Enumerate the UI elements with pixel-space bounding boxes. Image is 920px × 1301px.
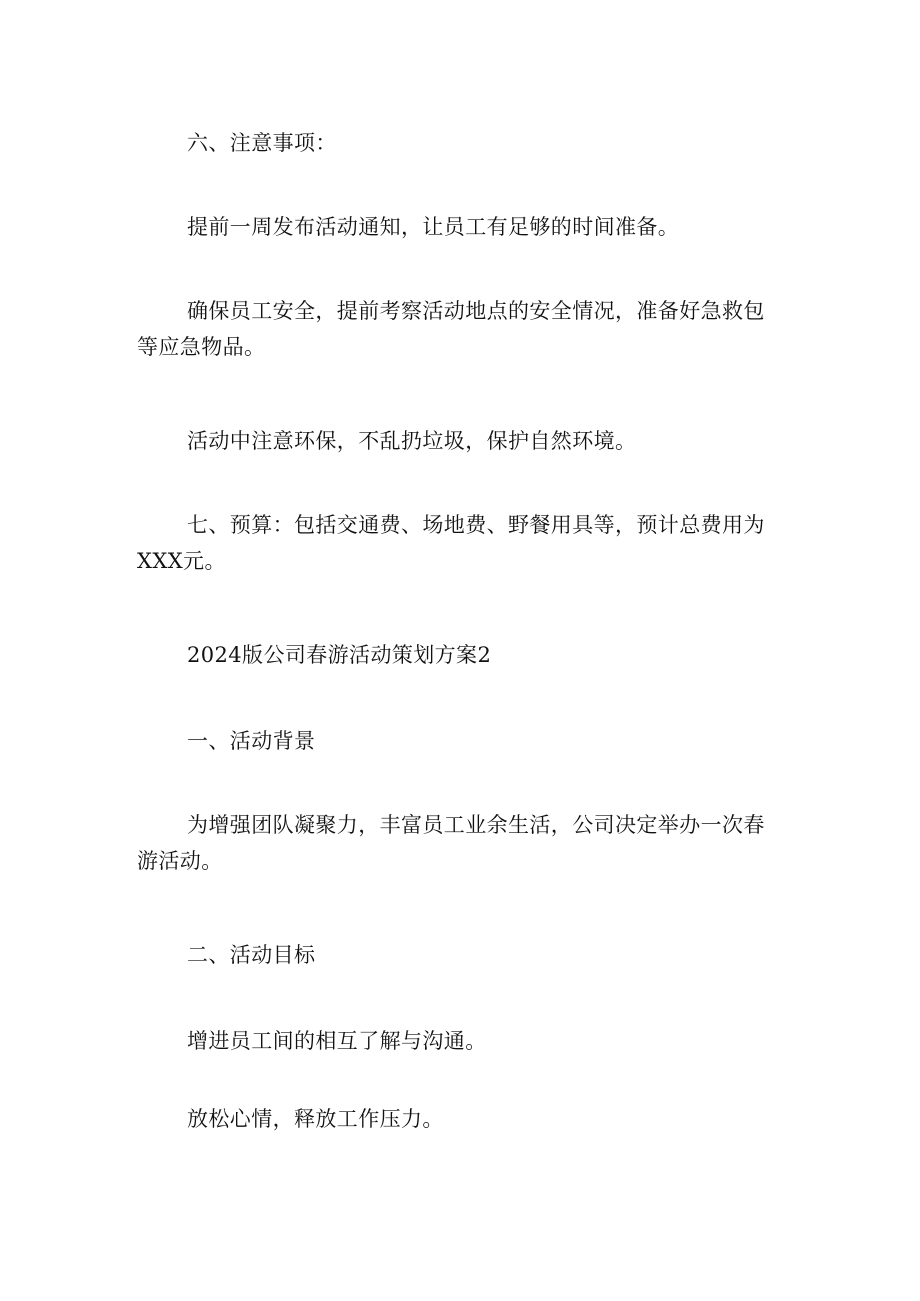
paragraph-background: 为增强团队凝聚力，丰富员工业余生活，公司决定举办一次春游活动。 [137, 813, 765, 873]
paragraph-safety: 确保员工安全，提前考察活动地点的安全情况，准备好急救包等应急物品。 [137, 299, 765, 359]
paragraph-environment: 活动中注意环保，不乱扔垃圾，保护自然环境。 [187, 429, 637, 453]
section-heading-notes: 六、注意事项： [187, 131, 337, 155]
paragraph-notice: 提前一周发布活动通知，让员工有足够的时间准备。 [187, 215, 680, 239]
document-title-2: 2024版公司春游活动策划方案2 [187, 643, 492, 667]
section-heading-background: 一、活动背景 [187, 729, 316, 753]
paragraph-goal-communication: 增进员工间的相互了解与沟通。 [187, 1029, 487, 1053]
section-heading-budget: 七、预算：包括交通费、场地费、野餐用具等，预计总费用为XXX元。 [137, 513, 765, 573]
paragraph-goal-relax: 放松心情，释放工作压力。 [187, 1107, 444, 1131]
section-heading-goals: 二、活动目标 [187, 943, 316, 967]
